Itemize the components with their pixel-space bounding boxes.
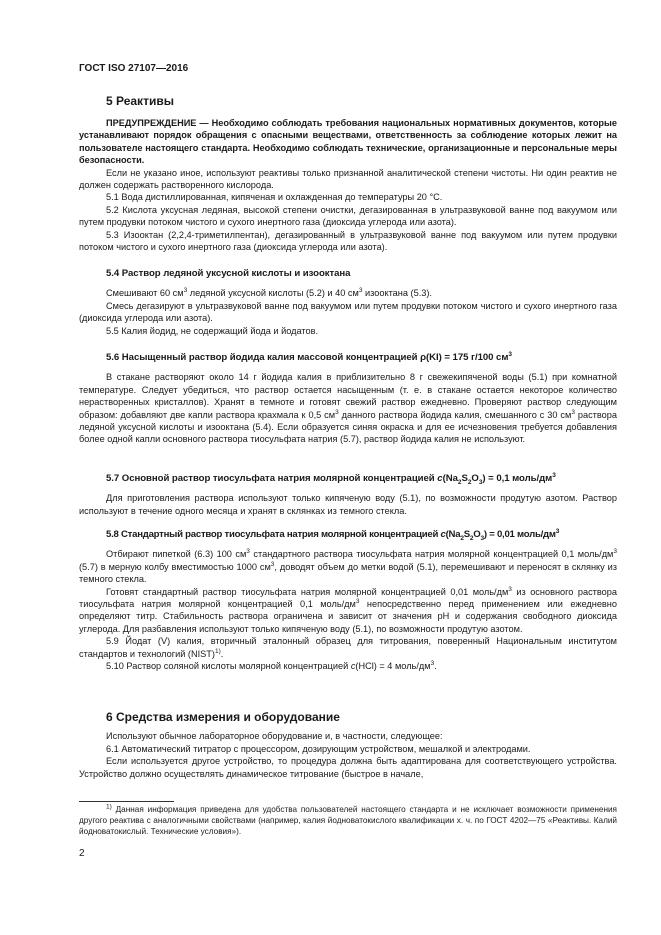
section-5-4 — [79, 268, 617, 337]
paragraph-5-1: 5.1 Вода дистиллированная, кипяченая и охлажденная до температуры 20 °С. — [106, 192, 443, 203]
paragraph-intro: Если не указано иное, используют реактивы только признанной аналитической степени чистоты. Ни один реактив не должен содержать растворенного кислорода. — [79, 167, 617, 191]
paragraph-5-9: 5.9 Йодат (V) калия, вторичный эталонный образец для титрования, поверенный Национальным институтом стандартов и технологий (NIST)$^{1)}$. — [79, 636, 617, 659]
section-6-title: 6 Средства измерения и оборудование — [106, 710, 340, 724]
warning-paragraph: ПРЕДУПРЕЖДЕНИЕ — Необходимо соблюдать требования национальных нормативных документов, которые устанавливают порядок обращения с опасными веществами, ответственность за соблюдение которых лежит на пользователе настоящего стандарта. Необходимо соблюдать технические, организационные и персональные меры безопасности. — [79, 118, 617, 166]
section-5-4-title: 5.4 Раствор ледяной уксусной кислоты и изооктана — [106, 268, 351, 279]
section-5-8 — [79, 529, 617, 672]
paragraph-5-5: 5.5 Калия йодид, не содержащий йода и йодатов. — [106, 325, 319, 336]
paragraph-5-6: В стакане растворяют около 14 г йодида калия в приблизительно 8 г свежекипяченой воды (5.1) при комнатной температуре. Следует убедиться, что раствор остается насыщенным (т. е. в стакане остается некоторое количество нерастворенных кристаллов). Хранят в темноте и готовят свежий раствор ежедневно. Проверяют раствор следующим образом: добавляют две капли раствора крахмала к 0,5 $см^3$ данного раствора йодида калия, смешанного с 30 $см^3$ раствора ледяной уксусной кислоты и изооктана (5.4). Если образуется синяя окраска и для ее исчезновения требуется добавления более одной капли основного раствора тиосульфата натрия (5.7), раствор йодида калия не используют. — [79, 372, 617, 445]
paragraph-5-4b: Смесь дегазируют в ультразвуковой ванне под вакуумом или путем продувки потоком чистого и сухого инертного газа (диоксида углерода или азота). — [79, 300, 617, 324]
paragraph-5-4a: Смешивают 60 $см^3$ ледяной уксусной кислоты (5.2) и 40 $см^3$ изооктана (5.3). — [106, 287, 432, 299]
paragraph-6-1: 6.1 Автоматический титратор с процессором, дозирующим устройством, мешалкой и электродами. — [106, 743, 531, 754]
paragraph-5-2: 5.2 Кислота уксусная ледяная, высокой степени очистки, дегазированная в ультразвуковой ванне под вакуумом или путем продувки потоком чистого и сухого инертного газа (диоксида углерода или азота). — [79, 204, 617, 228]
section-5-6-title: 5.6 Насыщенный раствор йодида калия массовой концентрацией ρ(KI) = 175 г/100 $см^3$ — [106, 350, 512, 363]
section-5-8-title: 5.8 Стандартный раствор тиосульфата натрия молярной концентрацией $c(Na_2S_2O_3) = 0,01$ моль/$дм^3$ — [106, 527, 560, 542]
paragraph-5-7: Для приготовления раствора используют только кипяченую воду (5.1), по возможности продутую азотом. Раствор используют в течение одного месяца и хранят в склянках из темного стекла. — [79, 493, 617, 516]
section-6 — [79, 711, 617, 780]
section-5-7 — [79, 473, 617, 517]
document-header: ГОСТ ISO 27107—2016 — [79, 63, 189, 74]
section-5 — [79, 95, 617, 107]
paragraph-5-3: 5.3 Изооктан (2,2,4-триметилпентан), дегазированный в ультразвуковой ванне под вакуумом или путем продувки потоком чистого и сухого инертного газа (диоксида углерода или азота). — [79, 229, 617, 253]
paragraph-5-8a: Отбирают пипеткой (6.3) 100 $см^3$ стандартного раствора тиосульфата натрия молярной концентрацией 0,1 моль/$дм^3$ (5.7) в мерную колбу вместимостью 1000 $см^3$, доводят объем до метки водой (5.1), перемешивают и переносят в склянку из темного стекла. — [79, 548, 617, 585]
paragraph-5-8b: Готовят стандартный раствор тиосульфата натрия молярной концентрацией 0,01 моль/$дм^3$ из основного раствора тиосульфата натрия молярной концентрацией 0,1 моль/$дм^3$ непосредственно перед применением или ежедневно определяют титр. Стабильность раствора ограничена и зависит от значения pH и содержания свободного диоксида углерода. Для разбавления используют только кипяченую воду (5.1), по возможности продутую азотом. — [79, 585, 617, 634]
page-number: 2 — [79, 848, 85, 859]
paragraph-5-10: 5.10 Раствор соляной кислоты молярной концентрацией c(HCl) = 4 моль/$дм^3$. — [106, 660, 437, 672]
section-5-6 — [79, 352, 617, 446]
section-5-body — [79, 117, 617, 253]
section-5-7-title: 5.7 Основной раствор тиосульфата натрия молярной концентрацией $c(Na_2S_2O_3) = 0,1$ моль/$дм^3$ — [106, 471, 556, 486]
footnote: $^{1)}$ Данная информация приведена для удобства пользователей настоящего стандарта и не исключает возможности применения другого реактива с аналогичными свойствами (например, калия йодноватокислого квалификации х. ч. по ГОСТ 4202—75 «Реактивы. Калий йодноватокислый. Технические условия»). — [79, 803, 617, 836]
paragraph-6-2: Если используется другое устройство, то процедура должна быть адаптирована для соответствующего устройства. Устройство должно осуществлять динамическое титрование (быстрое в начале, — [79, 756, 617, 779]
section-5-title: 5 Реактивы — [106, 94, 174, 108]
paragraph-6-intro: Используют обычное лабораторное оборудование и, в частности, следующее: — [106, 731, 443, 742]
footnote-divider — [79, 801, 174, 802]
